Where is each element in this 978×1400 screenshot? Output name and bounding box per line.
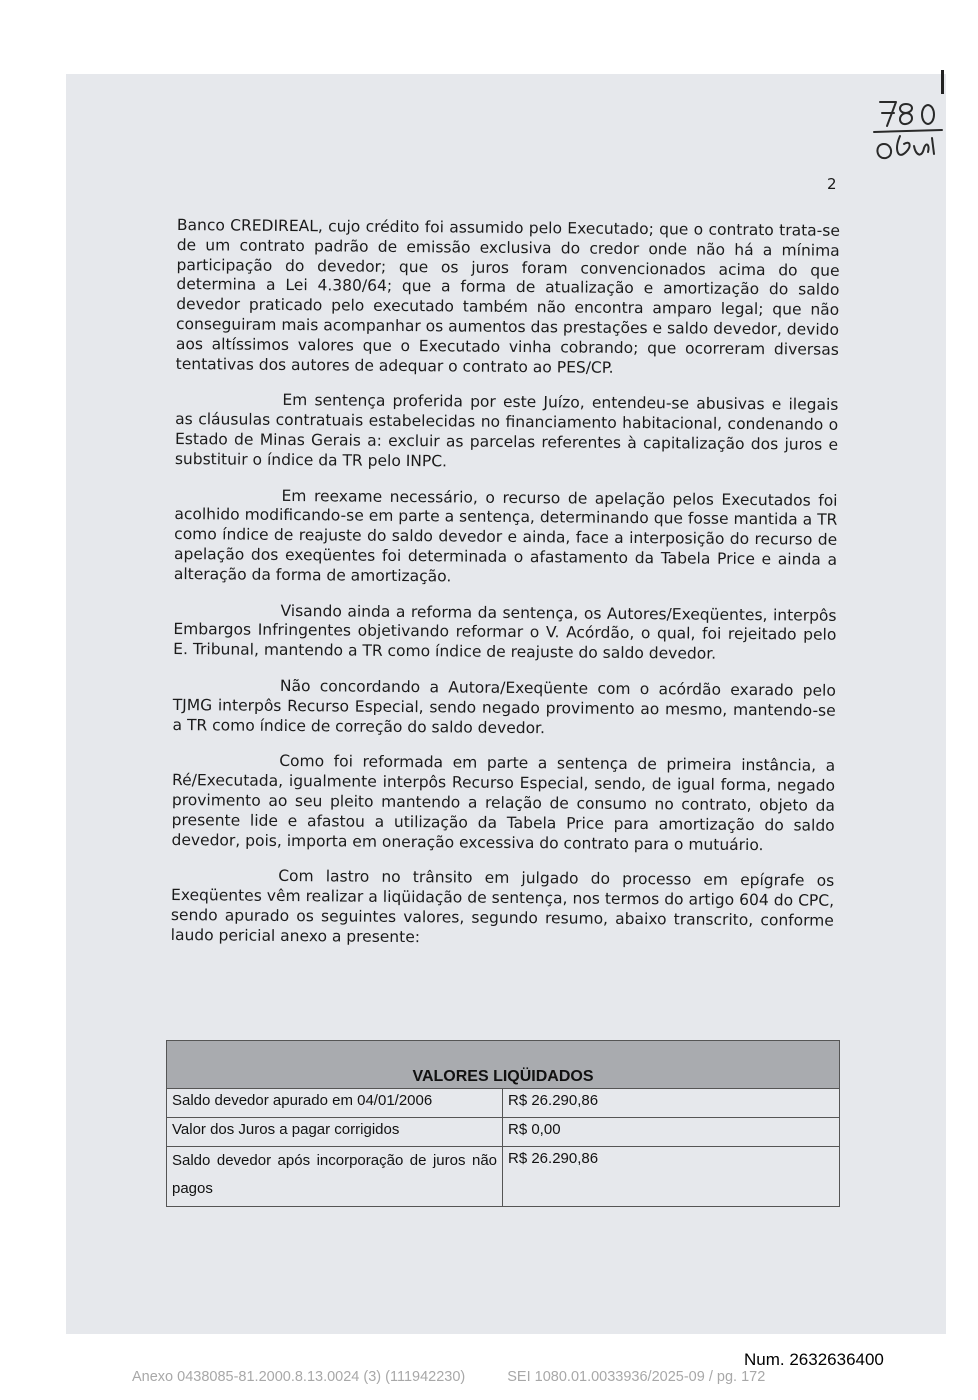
paragraph: Não concordando a Autora/Exeqüente com o acórdão exarado pelo TJMG interpôs Recurso Especial, sendo negado provimento ao mesmo, mantendo-se a TR como índice de correção do saldo devedor. [172, 676, 836, 737]
table-row [167, 1089, 840, 1118]
paragraph: Visando ainda a reforma da sentença, os Autores/Exeqüentes, interpôs Embargos Infringentes objetivando reformar o V. Acórdão, o qual, foi rejeitado pelo E. Tribunal, mantendo a TR como índice de reajuste do saldo devedor. [173, 601, 837, 663]
values-table [166, 1040, 840, 1207]
paragraph: Em sentença proferida por este Juízo, entendeu-se abusivas e ilegais as cláusulas contratuais estabelecidas no financiamento habitacional, condenando o Estado de Minas Gerais a: excluir as parcelas referentes à capitalização dos juros e substituir o índice da TR pelo INPC. [174, 391, 839, 471]
document-body [170, 216, 839, 967]
table-row [167, 1147, 840, 1207]
paragraph: Em reexame necessário, o recurso de apelação pelos Executados foi acolhido modificando-se em parte a sentença, determinando que fosse mantida a TR como índice de reajuste do saldo devedor e ainda, face a interposição do recurso de apelação dos exeqüentes foi determinada o afastamento da Tabela Price e ainda a alteração da forma de amortização. [173, 486, 838, 586]
paragraph: Como foi reformada em parte a sentença de primeira instância, a Ré/Executada, igualmente interpôs Recurso Especial, sendo, de igual forma, negado provimento ao seu pleito mantendo a relação de consumo no contrato, objeto da presente lide e afastou a utilização da Tabela Price para amortização do saldo devedor, pois, importa em oneração excessiva do contrato para o mutuário. [171, 752, 836, 854]
row-value: R$ 26.290,86 [503, 1089, 840, 1118]
paragraph: Com lastro no trânsito em julgado do processo em epígrafe os Exeqüentes vêm realizar a liqüidação de sentença, nos termos do artigo 604 do CPC, sendo apurado os seguintes valores, segundo resumo, abaixo transcrito, conforme laudo pericial anexo a presente: [170, 867, 835, 946]
annex-reference: Anexo 0438085-81.2000.8.13.0024 (3) (111942230) [132, 1369, 466, 1385]
sei-reference: SEI 1080.01.0033936/2025-09 / pg. 172 [507, 1369, 766, 1385]
footer-reference [132, 1369, 765, 1385]
scan-edge-mark [941, 70, 944, 94]
row-value: R$ 0,00 [503, 1118, 840, 1147]
row-label: Saldo devedor após incorporação de juros não pagos [167, 1147, 503, 1207]
handwritten-folio-stamp [870, 94, 962, 172]
values-table-title: VALORES LIQÜIDADOS [167, 1041, 840, 1089]
table-row [167, 1118, 840, 1147]
row-value: R$ 26.290,86 [503, 1147, 840, 1207]
values-table-wrapper [166, 1040, 840, 1207]
paragraph: Banco CREDIREAL, cujo crédito foi assumido pelo Executado; que o contrato trata-se de um contrato padrão de emissão exclusiva do credor onde não há a mínima participação do devedor; que os juros foram convencionados acima do que determina a Lei 4.380/64; que a forma de atualização e amortização do saldo devedor praticado pelo executado também não encontra amparo legal; que não conseguiram mais acompanhar os aumentos das prestações e saldo devedor, devido aos altíssimos valores que o Executado vinha cobrando; que ocorreram diversas tentativas dos autores de adequar o contrato ao PES/CP. [175, 216, 840, 377]
row-label: Saldo devedor apurado em 04/01/2006 [167, 1089, 503, 1118]
document-number: Num. 2632636400 [744, 1350, 884, 1369]
page-number: 2 [827, 175, 837, 193]
row-label: Valor dos Juros a pagar corrigidos [167, 1118, 503, 1147]
